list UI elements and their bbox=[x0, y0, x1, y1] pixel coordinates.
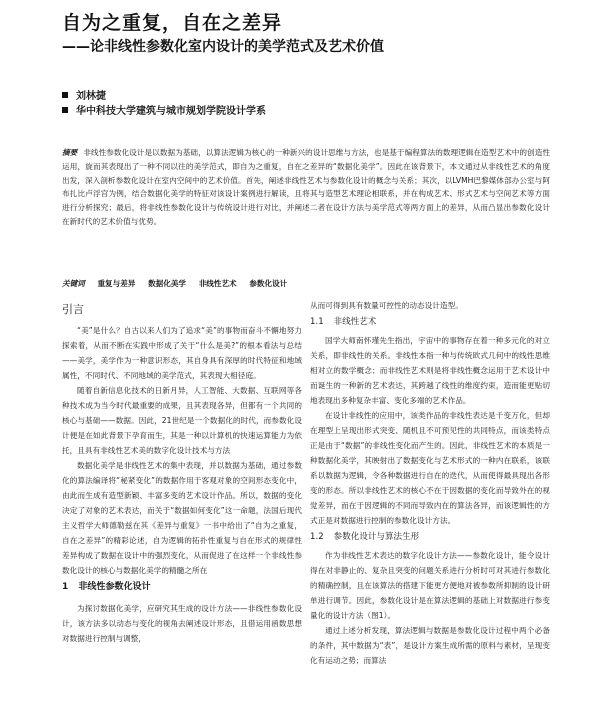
keywords bbox=[62, 278, 297, 289]
article-subtitle: ——论非线性参数化室内设计的美学范式及艺术价值 bbox=[62, 39, 384, 55]
affiliation-line bbox=[62, 102, 266, 117]
keywords-label: 关键词 bbox=[62, 279, 85, 288]
abstract-label: 摘要 bbox=[62, 148, 78, 157]
body-paragraph: 随着自新信息化技术的日新月异，人工智能、大数据、互联网等各种技术成为当今时代最重要的成果，且其表现各异，但都有一个共同的核心与基础——数据。因此，21世纪是一个数据化的时代，而参数化设计便是在如此背景下孕育而生，其是一种以计算机的快速运算能力为依托，且具有非线性艺术美的数字化设计技术与方法 bbox=[62, 386, 302, 455]
section-number: 1 bbox=[62, 582, 69, 592]
body-paragraph: 作为非线性艺术表达的数字化设计方法——参数化设计，能令设计得在对非静止的、复杂且突变的问题关系进行分析时可对其进行参数化的精确控制，且在该算法的搭建下能更方便地对被参数所抑制的设计研单进行调节。因此，参数化设计是在算法逻辑的基础上对数据进行参变量化的设计方法（图1）。 bbox=[310, 551, 550, 620]
subsection-number: 1.1 bbox=[310, 317, 324, 327]
body-paragraph: “美”是什么？自古以来人们为了追求“美”的事物而奋斗不懈地努力探索着，从而不断在实践中形成了关于“什么是美?”的根本看法与总结——美学，美学作为一种意识形态，其自身具有深厚的时代特征和地域属性，不同时代、不同地域的美学范式，其表现大相径庭。 bbox=[62, 326, 302, 380]
subsection-title: 参数化设计与算法生形 bbox=[333, 532, 420, 542]
square-bullet-icon bbox=[62, 107, 68, 113]
subsection-1-2-heading bbox=[310, 530, 550, 545]
affiliation: 华中科技大学建筑与城市规划学院设计学系 bbox=[76, 106, 266, 117]
body-paragraph: 通过上述分析发现，算法逻辑与数据是参数化设计过程中两个必备的条件，其中数据为“表”，是设计方案生成所需的原料与素材，呈现变化有运动之势；而算法 bbox=[310, 626, 550, 665]
keyword: 数据化美学 bbox=[148, 279, 187, 288]
body-paragraph: 为探讨数据化美学，应研究其生成的设计方法——非线性参数化设计，该方法多以动态与变化的视角去阐述设计形态，且借运用函数思想对数据进行控制与调整， bbox=[62, 604, 302, 643]
left-column bbox=[62, 298, 302, 646]
intro-heading: 引言 bbox=[62, 303, 85, 316]
keyword: 重复与差异 bbox=[97, 279, 136, 288]
subsection-number: 1.2 bbox=[310, 532, 324, 542]
subsection-title: 非线性艺术 bbox=[333, 317, 377, 327]
body-paragraph-continued: 从而可得到具有数量可控性的动态设计造型。 bbox=[310, 301, 463, 310]
article-title: 自为之重复，自在之差异 bbox=[62, 12, 283, 34]
section-1-heading bbox=[62, 580, 302, 595]
right-column bbox=[310, 298, 550, 668]
body-paragraph: 在设计非线性的应用中，该类作品的非线性表达是千变万化，但却在理型上呈现出形式突变、随机且不可预见性的共同特点，而该类特点正是由于“数据”的非线性变化而产生的。因此，非线性艺术的本质是一种数据化美学，其映射出了数据变化与艺术形式的一种内在联系，该联系以数据为逻辑，令各种数据进行自在的迭代，从而使得最具现出各形变的形态。所以非线性艺术的核心不在于因数据的变化而导致外在的视觉差异，而在于因逻辑的不同而导致内在的算法各异，而该逻辑性的方式正是对数据进行控制的参数化设计方法。 bbox=[310, 411, 550, 525]
keyword: 非线性艺术 bbox=[198, 279, 237, 288]
subsection-1-1-heading bbox=[310, 315, 550, 330]
keyword: 参数化设计 bbox=[249, 279, 288, 288]
author-line bbox=[62, 87, 106, 102]
section-title: 非线性参数化设计 bbox=[78, 582, 151, 592]
body-paragraph: 数据化美学是非线性艺术的集中表现，并以数据为基础，通过参数化的算法编译将“秘紧变化”的数据作用于客观对象的空间形态变化中，由此而生成有造型新颖、丰富多变的艺术设计作品。所以，数据的变化决定了对象的艺术表达，而关于“数据如何变化”这一命题，法国后现代主义哲学大师德勒兹在其《差异与重复》一书中给出了“自为之重复，自在之差异”的精彩论述，自为逻辑的拓扑性重复与自在形式的规律性差异构成了数据在设计中的强烈变化，从而促进了在这样一个非线性参数化设计的核心与数据化美学的精髓之所在 bbox=[62, 461, 302, 575]
abstract bbox=[62, 146, 550, 229]
square-bullet-icon bbox=[62, 92, 68, 98]
abstract-text: 非线性参数化设计是以数据为基础，以算法逻辑为核心的一种新兴的设计思维与方法，也是基于编程算法的数理逻辑在造型艺术中的创造性运用，旋而其表现出了一种不同以往的美学范式，即自为之重复，自在之差异的“数据化美学”。因此在该背景下，本文通过从非线性艺术的角度出发，深入剖析参数化设计在室内空间中的艺术价值。首先，阐述非线性艺术与参数化设计的概念与关系；其次，以LVMH巴黎媒体部办公室与阿布扎比卢浮宫为例，结合数据化美学的特征对该设计案例进行解读，且将其与造型艺术理论相联系，并在构成艺术、形式艺术与空间艺术等方面进行分析探究；最后，将非线性参数化设计与传统设计进行对比，并阐述二者在设计方法与美学范式等两方面上的差异，从而凸显出参数化设计在新时代的艺术价值与优势。 bbox=[62, 148, 550, 226]
author-name: 刘林捷 bbox=[76, 91, 106, 102]
body-paragraph: 国学大师南怀瑾先生指出，宇宙中的事物存在着一种多元化的对立关系，即非线性的关系。非线性本指一种与传统欧式几何中的线性思维相对立的数学概念；而非线性艺术则是将非线性概念运用于艺术设计中而诞生的一种新的艺术表达，其跨越了线性的维度约束，造而能更贴切地表现出多种复杂丰富、变化多端的艺术作品。 bbox=[310, 336, 550, 405]
